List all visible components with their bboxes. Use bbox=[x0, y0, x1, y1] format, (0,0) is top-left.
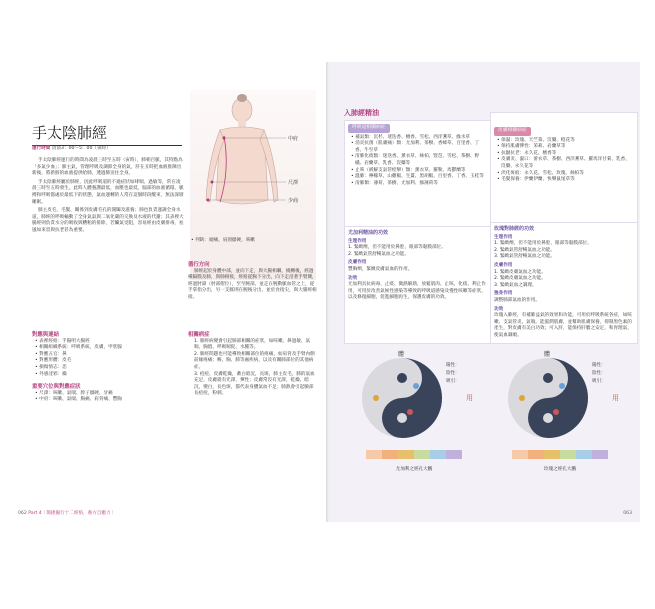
section-heading: 重要穴位與對應症狀 bbox=[32, 384, 81, 391]
group-line: 1. 緊緻皮膚氣血之功能。 bbox=[494, 269, 546, 275]
legend-label: 陽性： bbox=[592, 363, 606, 368]
list-item: • 毛髮保養：伊蘭伊蘭、快樂鼠尾草等 bbox=[501, 177, 634, 184]
diagram-caption: 尤加利之經孔大鵬 bbox=[395, 467, 433, 472]
page-number: 063 bbox=[623, 511, 632, 516]
subsection-heading: 玫瑰對肺經的功效 bbox=[494, 226, 535, 232]
group-heading: 皮膚作用 bbox=[348, 260, 367, 266]
legend-label: 陰性： bbox=[446, 371, 460, 376]
book-spread bbox=[12, 62, 640, 522]
list-item: • 保濕：玫瑰、天竺葵、沒藥、橙花等 bbox=[501, 138, 634, 145]
group-line: 1. 緊緻劑，但不能用於鼻腔、眼部等黏膜部位。 bbox=[348, 245, 446, 251]
direction-section bbox=[188, 258, 318, 302]
list-item: • 溫肺：檸檬草、山雞椒、生薑、黑胡椒、百里香、丁香、玉桂等 bbox=[355, 174, 488, 181]
left-footer bbox=[18, 510, 115, 516]
group-heading: 功效 bbox=[494, 306, 504, 312]
color-strip bbox=[366, 450, 462, 459]
color-strip bbox=[512, 450, 608, 459]
intro-text bbox=[32, 158, 184, 237]
group-heading: 皮膚作用 bbox=[494, 262, 513, 268]
disease-section bbox=[188, 328, 318, 398]
direction-text: 肺經起於身體中部，並向下走，與大腸相聯，繞轉後，經過橫隔膜及肺，與肺相接，經絡從胸下分出，向下走沿著手臂側，經過肘窩（肘部摺位），至至腕部，並走在腕動脈血管之上，從手掌指分出，另一支脈則在腕後分出，並於食指尖，與大腸經相接。 bbox=[188, 268, 317, 300]
list-item: • 止咳（緩解支氣管痙攣）類：薰衣草、羅勒、馬鬱蘭等 bbox=[355, 168, 488, 175]
time-value: 清晨3：00～5：00（寅時） bbox=[51, 146, 111, 151]
list-item: • 保持肌膚彈性：茉莉、岩蘭草等 bbox=[501, 144, 634, 151]
list-item: • 抗皺抗老：永久花、檀香等 bbox=[501, 151, 634, 158]
eucalyptus-box bbox=[344, 226, 492, 344]
list-item: 1. 肺經病變會引起肺部相關的症狀，如咳嗽、鼻過敏、氣喘、胸悶、呼吸喘促、水腫等。 bbox=[194, 338, 311, 351]
figure-label: 尺澤 bbox=[288, 180, 299, 186]
page-number: 062 bbox=[18, 511, 27, 516]
list-item: • 損傷情志：悲 bbox=[39, 365, 184, 372]
figure-label: 少商 bbox=[288, 198, 299, 204]
section-heading: 對應與連結 bbox=[32, 332, 59, 338]
list-item: • 消炎抗菌（肌膚痛）類：尤加利、茶樹、香蜂草、百里香、丁香、牛至草 bbox=[355, 141, 488, 154]
subsection-heading: 尤加利精油的功效 bbox=[348, 230, 389, 236]
category-pill: 皮膚相關病症 bbox=[494, 127, 531, 136]
intro-paragraph: 手太陰肺經屬於肺經，因此呼吸道的不適症狀如哮喘、過敏等，常在凌晨三時至五時發生。此時人體養護最低，血壓也最低，腦部的血液循環、脈搏和呼吸都處於最低下的狀態，氣血運轉的人常在這個時段醒來，無法深層睡眠。 bbox=[32, 179, 184, 205]
right-footer bbox=[623, 511, 632, 516]
list-item: 2. 肺經問題也可能導致相關部位的疼痛，如肩背及手臂內側前緣疼痛；喉、胸、肺等處疾病，以及有關肺部位的其他病症。 bbox=[194, 351, 315, 370]
group-line: 2. 緊緻皮膚氣血之功能。 bbox=[494, 276, 546, 282]
intro-paragraph: 手太陰肺經運行的時間為凌晨三時至五時（寅時），肺朝百脈，其特點為「多氣少血」；肺主氣，管理呼吸及調節全身的氣，肝在丑時把血液推陳出新後，將新鮮的血液提供給肺，透過肺送往全身。 bbox=[32, 158, 183, 177]
diagram-label-right: 用 bbox=[612, 394, 619, 402]
list-item: 3. 痘痘、皮膚乾燥，蓄白暗沉，長斑，肺主皮毛，肺的氣血充足，皮膚就有光澤、彈性；皮膚常沒有光澤，乾燥、暗沉，變白，長色斑，都代表身體氣血不足；肺熱會引起臉部長痘痘，粉刺。 bbox=[194, 371, 315, 397]
list-item: • 皮膚炎、濕口：蕾衣草、茶樹、西洋蓍草、羅馬洋甘菊、乳香、沒藥、永久花等 bbox=[501, 157, 634, 170]
list-item: • 補氣類：沉杉、迷迭香、檀香、雪松、西洋蓍草、綠水草 bbox=[355, 135, 488, 142]
left-page bbox=[12, 62, 328, 522]
intro-paragraph: 肺主皮毛，毛髮、關係到皮膚毛孔的開闔及滋養；肺也負責運調全身水道，肺經的呼吸輸動了全身氣氣與二氧化碳的交換及水液的代謝；其表裡大腸經則負責水分的吸收與糟粕的排除，若臟氣受阻，容易經由皮膚排毒，袪風如來容與抗老甚為重要。 bbox=[32, 208, 184, 233]
eucalyptus-diagram bbox=[346, 346, 482, 446]
list-item: • 中府：咳嗽、氣喘、胸痛、肩背痛、豐胸 bbox=[39, 397, 184, 404]
group-line: 調整肺部氣血的作用。 bbox=[494, 297, 540, 303]
list-item: • 清肺類：薄荷、茶樹、尤加利、綠薄荷等 bbox=[355, 181, 488, 188]
diagram-caption: 玫瑰之經孔大鵬 bbox=[543, 467, 577, 472]
group-line: 2. 緊緻氣管舒暢氣血之功能。 bbox=[348, 251, 409, 257]
group-line: 2. 緊緻氣管舒暢氣血之功能。 bbox=[494, 247, 555, 253]
list-item: • 相關組織系統：呼吸系統，皮膚，甲狀腺 bbox=[39, 345, 184, 352]
box-title: 入肺經精油 bbox=[344, 109, 379, 117]
figure-note bbox=[188, 238, 316, 245]
group-line: 豐胸劑，緊緻皮膚氣血的作用。 bbox=[348, 266, 413, 272]
body-illustration bbox=[190, 90, 316, 280]
legend-label: 陽性： bbox=[446, 363, 460, 368]
group-line: 3. 緊緻氣血之調理。 bbox=[494, 282, 537, 288]
time-label: 運行時間 bbox=[32, 146, 51, 151]
group-line: 玫瑰入肺經，有補肺益氣的效果和功能，可用於呼吸系統各症，如咳嗽、支氣管炎、氣喘。能滋潤肌膚，並幫助肌膚保養，抑制黑色素的產生，對皮膚有美白功效；可入肝，能保持肝膽之安定，和胃理氣，使氣血調順。 bbox=[494, 313, 632, 338]
diagram-label-right: 用 bbox=[466, 394, 473, 402]
yin-yang-diagram bbox=[346, 346, 482, 446]
group-heading: 強身作用 bbox=[494, 291, 513, 297]
group-line: 3. 緊緻氣管舒暢氣血之功能。 bbox=[494, 254, 555, 260]
list-item: • 外感淫邪：燥 bbox=[39, 372, 184, 379]
list-item: • 表裡經絡：手陽明大腸經 bbox=[39, 339, 184, 346]
legend-label: 陰性： bbox=[592, 371, 606, 376]
correspondence-section bbox=[32, 328, 184, 404]
section-heading: 循行方向 bbox=[188, 262, 210, 268]
group-line: 1. 緊緻劑，但不能用於鼻腔、眼部等黏膜部位。 bbox=[494, 241, 592, 247]
list-item: • 尺澤：咳嗽、氣喘、脖子僵硬、牙痛 bbox=[39, 391, 184, 398]
meridian-figure bbox=[190, 90, 316, 280]
group-heading: 生理作用 bbox=[348, 238, 367, 244]
group-line: 尤加利具抗病毒、止痰、微熱解熱、放鬆肌肉、止咳、化痰、利止作用，可用於改善氣候性感染等導致的呼吸道感染及慢性咳嗽等症狀，以及修復細胞，促進細胞再生，保護皮膚的功效。 bbox=[348, 282, 486, 301]
list-item: • 列缺：頭痛、肩頸僵硬、咳嗽 bbox=[195, 238, 316, 245]
list-item: • 對應五官：鼻 bbox=[39, 352, 184, 359]
essential-oils-box bbox=[344, 120, 492, 228]
diagram-label-top: 體 bbox=[398, 351, 405, 358]
figure-label: 中府 bbox=[288, 136, 299, 142]
time-line bbox=[32, 146, 182, 153]
running-head: Part 4｜簡捷擬行十二經絡，養方自癒力｜ bbox=[28, 511, 116, 516]
category-pill: 呼吸道相關病症 bbox=[348, 124, 390, 133]
rose-box bbox=[490, 222, 638, 344]
section-heading: 相關病症 bbox=[188, 332, 210, 338]
list-item: • 淡化斑痕：永久花、雪松、玫瑰、絲柏等 bbox=[501, 171, 634, 178]
group-heading: 生理作用 bbox=[494, 234, 513, 240]
diagram-label-top: 體 bbox=[544, 351, 551, 358]
legend-label: 吸引： bbox=[446, 379, 460, 384]
right-page bbox=[330, 62, 640, 522]
legend-label: 吸引： bbox=[592, 379, 606, 384]
page-title: 手太陰肺經 bbox=[32, 122, 182, 146]
yin-yang-diagram bbox=[492, 346, 628, 446]
rose-diagram bbox=[492, 346, 628, 446]
list-item: • 清肺化痰類：迷迭香、薰衣草、絲柏、豎琶、雪松、茶樹、野橘、岩蘭草、乳香、沒藥等 bbox=[355, 154, 488, 167]
group-heading: 功效 bbox=[348, 275, 358, 281]
list-item: • 對應形體：皮毛 bbox=[39, 358, 184, 365]
skin-box bbox=[490, 112, 638, 224]
